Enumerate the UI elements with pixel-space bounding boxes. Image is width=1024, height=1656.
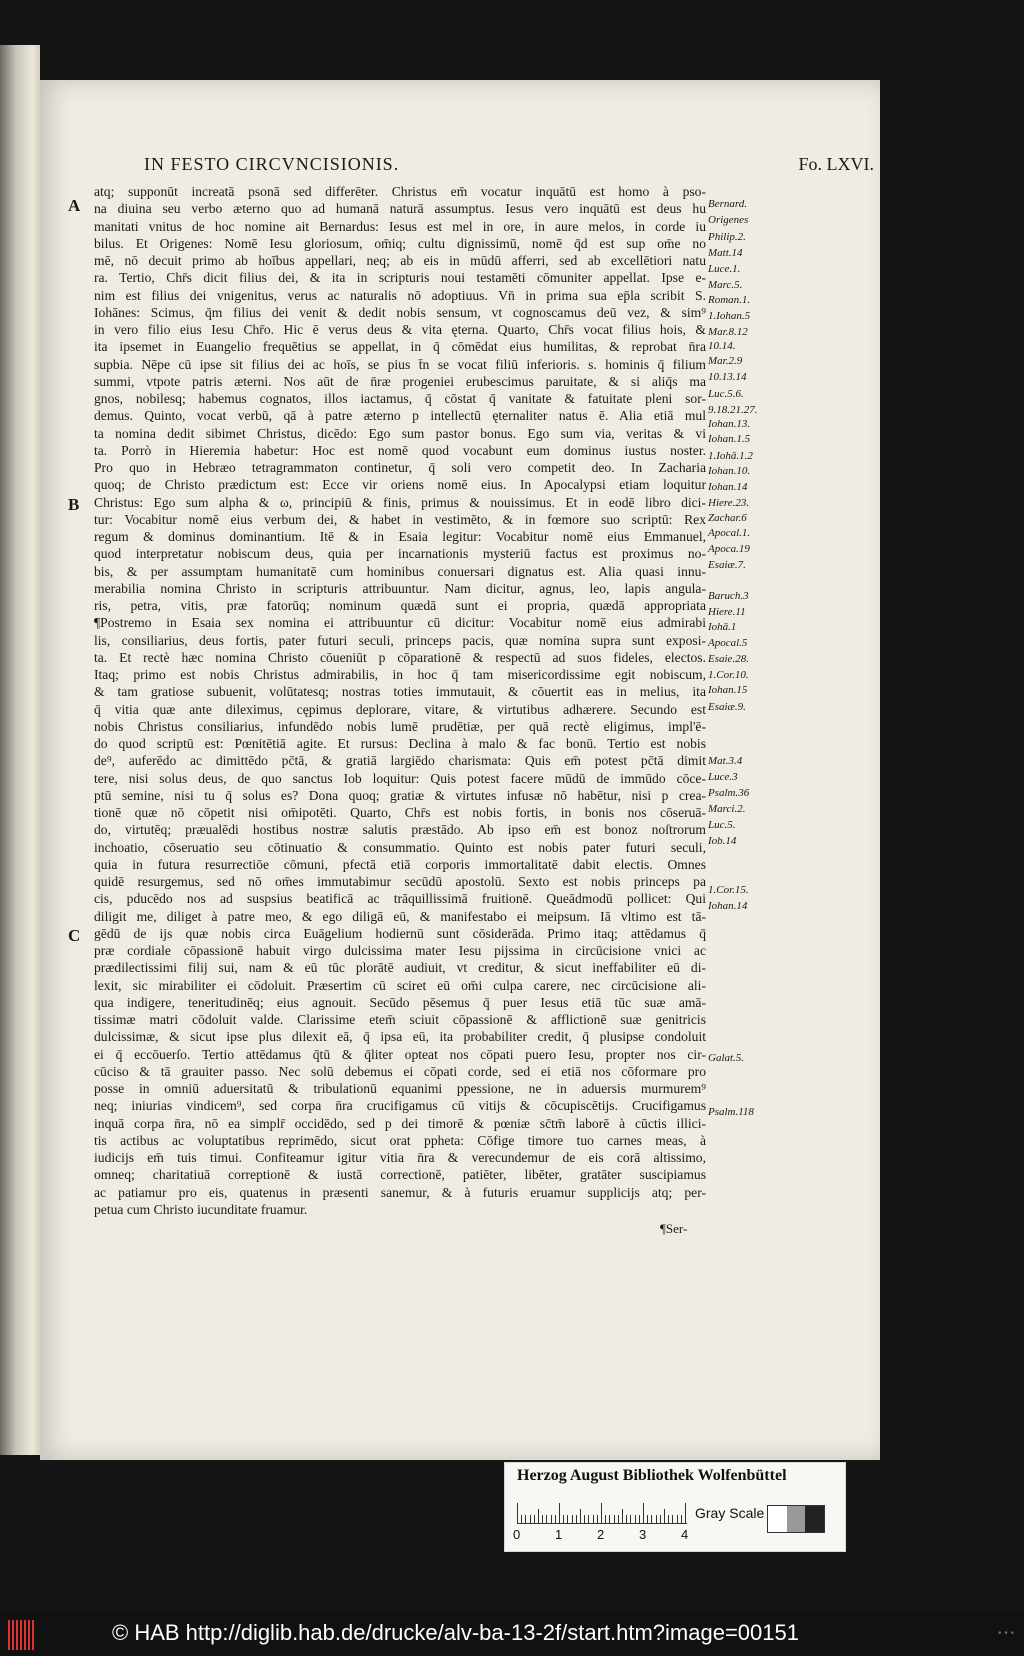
marginal-note: Psalm.118: [708, 1106, 754, 1118]
text-line: prædilectissimi filij sui, nam & eū tūc plorātē audiuit, vt creditur, & sicut ineffabiliter eū di-: [94, 960, 706, 976]
ruler-tick: [630, 1515, 631, 1523]
text-line: q̄ vitia quæ ante dileximus, cępimus deplorare, vitare, & virtutibus adhærere. Secundo est: [94, 701, 706, 717]
marginal-note: 9.18.21.27.: [708, 404, 758, 416]
text-line: tur: Vocabitur nomē eius verbum dei, & habet in vestimēto, & in fœmore suo scriptū: Rex: [94, 511, 706, 527]
text-line: merabilia nomina Christo in scripturis attribuuntur. Nam dicitur, agnus, leo, lapis angula-: [94, 580, 706, 596]
text-line: quidē resurgemus, sed nō om̄es immutabimur secūdū apostolū. Sexto est nobis princeps pa: [94, 874, 706, 889]
marginal-note: Iohan.1.5: [708, 433, 751, 445]
body-text: [94, 183, 706, 1218]
ruler-tick: [572, 1515, 573, 1523]
marginal-note: Mar.8.12: [708, 326, 748, 338]
scale-card: [504, 1462, 846, 1552]
gray-scale-swatch: [767, 1505, 825, 1533]
ruler-tick: [530, 1515, 531, 1523]
ruler-tick: [609, 1515, 610, 1523]
ruler: [517, 1503, 687, 1524]
marginal-note: Hiere.11: [708, 606, 746, 618]
ruler-tick: [626, 1515, 627, 1523]
ruler-tick: [656, 1515, 657, 1523]
marginal-note: Mat.3.4: [708, 755, 743, 767]
text-line: bilus. Et Origenes: Nomē Iesu gloriosum, om̄iq; cultu dignissimū, nomē q̄d est sup om̄e no: [94, 235, 706, 251]
text-line: ¶Postremo in Esaia sex nomina ei attribuuntur cū dicitur: Vocabitur nomē eius admirabi: [94, 615, 706, 631]
text-line: bis, & per assumptam humanitatē cum hominibus conuersari dignatus est. Alia quasi innu-: [94, 563, 706, 579]
text-line: de⁹, auferēdo ac dimittēdo pc̄tā, & gratiā largiēdo charismata: Quis em̄ potest pc̄tā dimit: [94, 753, 706, 769]
ruler-tick: [576, 1515, 577, 1523]
text-line: supbia. Nēpe cū ipse sit filius dei ac hoīs, se pius t̄n se vocat filiū inferioris. s. hominis q̄ filium: [94, 356, 706, 372]
ruler-tick: [559, 1503, 560, 1523]
marginal-note: Iohan.10.: [708, 465, 751, 477]
text-line: dulcissimæ, & sicut ipse plus dilexit eā, q̄ ipsa eū, ita probabiliter credit, q̄ plusipse condoluit: [94, 1029, 706, 1045]
ruler-tick: [681, 1515, 682, 1523]
text-line: lis, consiliarius, deus fortis, pater futuri seculi, princeps pacis, quæ nomina supra sunt exposi-: [94, 632, 706, 648]
text-line: tere, nisi solus deus, de quo sanctus Iob loquitur: Quis potest facere mūdū de immūdo cōce-: [94, 770, 706, 786]
marginal-note: Iohā.1: [708, 621, 737, 633]
text-line: na diuina seu verbo æterno quo ad humanā naturā assumptus. Iesus vero inquātū est deus hu: [94, 201, 706, 217]
text-line: do, virtutēq; præualēdi hostibus nostræ salutis præstādo. Ab ipso em̄ est bonoz noſtrorum: [94, 822, 706, 838]
text-line: nobis Christus consiliarius, infundēdo nobis lumē prudētiæ, per quā rectè eligimus, impl'ē-: [94, 718, 706, 734]
marginal-note: Roman.1.: [708, 294, 751, 306]
ruler-tick: [618, 1515, 619, 1523]
marginal-note: Iohan.15: [708, 684, 748, 696]
text-line: do quod scriptū est: Pœnitētiā agite. Et rursus: Declina à malo & fac bonū. Tertio est nobis: [94, 736, 706, 751]
scale-number-0: 0: [513, 1527, 521, 1542]
ruler-tick: [651, 1515, 652, 1523]
ruler-tick: [614, 1515, 615, 1523]
text-line: petua cum Christo iucunditate fruamur.: [94, 1201, 308, 1217]
text-line: summi, vtpote patris æterni. Nos aūt de n̄ræ progeniei erubescimus paruitate, & si aliq̄s ma: [94, 373, 706, 389]
marginal-note: 1.Cor.15.: [708, 884, 749, 896]
ruler-tick: [546, 1515, 547, 1523]
text-line: atq; supponūt increatā psonā sed differēter. Christus em̄ vocatur inquātū est homo à pso-: [94, 184, 706, 199]
marginal-note: Luc.5.6.: [708, 388, 744, 400]
text-line: diligit me, diliget à patre meo, & ego diligā eū, & manifestabo ei meipsum. Iā vltimo est tā-: [94, 908, 706, 924]
ruler-tick: [567, 1515, 568, 1523]
marginal-note: Apocal.5: [708, 637, 748, 649]
text-line: inquā corpa n̄ra, nō ea simplr̄ occidēdo, sed p dei timorē & pœniæ sc̄tm̄ laborē à cūctis illici-: [94, 1115, 706, 1131]
scale-number-1: 1: [555, 1527, 563, 1542]
marginal-note: Apoca.19: [708, 543, 750, 555]
text-line: gēdū de ijs quæ nobis circa Euāgelium hodiernū sunt cōsiderāda. Primo itaq; attēdamus q̄: [94, 925, 706, 941]
ruler-tick: [580, 1509, 581, 1523]
folio-number: Fo. LXVI.: [798, 154, 874, 174]
ruler-tick: [677, 1515, 678, 1523]
ruler-tick: [601, 1503, 602, 1523]
text-line: tissimæ matri cōdoluit valde. Clarissime etem̄ sciuit cōpassionē & afflictionē suæ genitricis: [94, 1012, 706, 1027]
running-title: IN FESTO CIRCVNCISIONIS.: [144, 154, 400, 174]
hab-logo: [8, 1620, 40, 1650]
text-line: præ cordiale cōpassionē habuit virgo dulcissima mater Iesu pijssima in circūcisione vnici ac: [94, 943, 706, 958]
text-line: demus. Quinto, vocat verbū, qā à patre æterno p intellectū ęternaliter natus ē. Alia etiā mul: [94, 408, 706, 424]
marginal-note: Iob.14: [708, 835, 737, 847]
ruler-tick: [551, 1515, 552, 1523]
ruler-tick: [668, 1515, 669, 1523]
text-line: manitati vnitus de hoc nomine ait Bernardus: Iesus est mel in ore, in aure melos, in corde iu: [94, 218, 706, 234]
ruler-tick: [538, 1509, 539, 1523]
ruler-tick: [542, 1515, 543, 1523]
text-line: Iohānes: Scimus, q̄m filius dei venit & dedit nobis sensum, vt cognoscamus deū vez, & sim⁹: [94, 304, 706, 320]
page-header: [144, 154, 934, 178]
ruler-tick: [664, 1509, 665, 1523]
marginal-note: 1.Iohan.5: [708, 310, 751, 322]
marginal-note: Origenes: [708, 214, 749, 226]
footer-url[interactable]: © HAB http://diglib.hab.de/drucke/alv-ba-13-2f/start.htm?image=00151: [112, 1620, 799, 1645]
text-line: iudicijs em̄ tuis timui. Confiteamur igitur vitia n̄ra & verecundemur de eis corā altissimo,: [94, 1150, 706, 1165]
marginal-note: Baruch.3: [708, 590, 749, 602]
marginal-note: Matt.14: [708, 247, 743, 259]
ruler-tick: [525, 1515, 526, 1523]
text-line: cis, pducēdo nos ad suspsius beatificā ac trāquillissimā fruitionē. Queādmodū pollicet: Qui: [94, 891, 706, 907]
text-line: posse in omniū aduersitatū & tribulationū equanimi ppessione, ne in aduersis murmurem⁹: [94, 1081, 706, 1096]
text-line: ptū semine, nisi tu q̄ solus es? Dona quoq; gratiæ & virtutes infusæ nō habētur, nisi p crea-: [94, 787, 706, 803]
ruler-tick: [588, 1515, 589, 1523]
footer-dots: • • •: [997, 1628, 1014, 1639]
marginal-note: Mar.2.9: [708, 355, 743, 367]
scale-number-4: 4: [681, 1527, 689, 1542]
text-line: cūciso & tā grauiter passo. Nec solū debemus ei cōpati corde, sed ei etiā nos cōformare pro: [94, 1063, 706, 1079]
scale-number-3: 3: [639, 1527, 647, 1542]
marginal-note: Bernard.: [708, 198, 748, 210]
text-line: ta. Et rectè hæc nomina Christo cōueniūt p cōparationē & respectū ad suos fideles, electos.: [94, 649, 706, 665]
marginal-note: Luce.1.: [708, 263, 741, 275]
ruler-tick: [584, 1515, 585, 1523]
ruler-tick: [597, 1515, 598, 1523]
marginal-note: Luce.3: [708, 771, 738, 783]
text-line: ta nomina dedit sibimet Christus, dicēdo: Ego sum pastor bonus. Ego sum via, veritas & vi: [94, 425, 706, 441]
text-line: nim est filius dei vnigenitus, verus ac naturalis nō adoptiuus. Vn̄ in prima sua ep̄la scribit S.: [94, 287, 706, 303]
gray-scale-label: Gray Scale: [695, 1505, 765, 1521]
marginal-note: Psalm.36: [708, 787, 750, 799]
marginal-note: Iohan.13.: [708, 418, 751, 430]
marginal-note: Hiere.23.: [708, 497, 750, 509]
text-line: tionē quæ nō cōpetit nisi om̄ipotēti. Quarto, Chr̄s est nobis fortis, in bonis nos cōseruā-: [94, 805, 706, 820]
library-name: Herzog August Bibliothek Wolfenbüttel: [517, 1467, 787, 1484]
section-letter-c: C: [68, 926, 81, 945]
text-line: Pro quo in Hebræo tetragrammaton continetur, q̄ soli vero competit deo. In Zacharia: [94, 460, 706, 475]
section-letter-a: A: [68, 196, 81, 215]
ruler-tick: [593, 1515, 594, 1523]
text-line: ta. Porrò in Hieremia habetur: Hoc est nomē quod vocabunt eum dominus iustus noster.: [94, 442, 706, 458]
ruler-tick: [605, 1515, 606, 1523]
text-line: inchoatio, cōseruatio seu cōtinuatio & consummatio. Quinto est nobis pater futuri seculi,: [94, 839, 706, 855]
marginal-note: Zachar.6: [708, 512, 747, 524]
ruler-tick: [672, 1515, 673, 1523]
footer-bar: [0, 1612, 1024, 1656]
marginal-note: Iohan.14: [708, 900, 748, 912]
text-line: in vero filio eius Iesu Chr̄o. Hic ē verus deus & vita ęterna. Quarto, Chr̄s vocat filius hois, &: [94, 322, 706, 337]
ruler-tick: [660, 1515, 661, 1523]
ruler-tick: [534, 1515, 535, 1523]
text-line: tis actibus ac voluptatibus reprimēdo, sicut orat ppheta: Cōfige timore tuo carnes meas, à: [94, 1132, 706, 1148]
text-line: ra. Tertio, Chr̄s dicit filius dei, & ita in scripturis noui testamēti cōmuniter appellat. Ipse e-: [94, 270, 706, 286]
text-line: gnos, nobilesq; habemus cognatos, illos iactamus, q̄ cōstat q̄ vanitate & fatuitate pleni sor-: [94, 391, 706, 406]
ruler-tick: [517, 1503, 518, 1523]
ruler-tick: [521, 1515, 522, 1523]
ruler-tick: [622, 1509, 623, 1523]
marginal-note: Esaiæ.7.: [708, 559, 746, 571]
section-letter-b: B: [68, 495, 80, 514]
text-line: mē, nō decuit primo ab hoībus appellari, neq; ab eis in mūdū afferri, sed ab excellētiori natu: [94, 253, 706, 268]
ruler-tick: [685, 1503, 686, 1523]
marginal-note: Galat.5.: [708, 1052, 745, 1064]
marginal-note: Marci.2.: [708, 803, 746, 815]
text-line: qua indigere, teneritudinēq; eius agnouit. Secūdo pēsemus q̄ puer Iesus etiā tūc suæ amā-: [94, 994, 706, 1010]
text-line: lexit, sic mirabiliter ei cōdoluit. Præsertim cū sciret eū om̄i culpa carere, nec circūcisione ali-: [94, 977, 706, 993]
text-line: Itaq; primo est nobis Christus admirabilis, in hoc q̄ tam misericordissime egit nobiscum,: [94, 667, 706, 682]
marginal-note: 1.Cor.10.: [708, 669, 749, 681]
text-line: quoq; de Christo prædictum est: Ecce vir oriens nomē eius. In Apocalypsi etiam loquitur: [94, 477, 706, 493]
text-line: neq; iniurias vindicem⁹, sed corpa n̄ra crucifigamus cū vitijs & cōcupiscētijs. Crucifigamus: [94, 1098, 706, 1114]
ruler-tick: [635, 1515, 636, 1523]
marginal-note: Philip.2.: [708, 231, 746, 243]
ruler-tick: [647, 1515, 648, 1523]
text-line: regum & dominus dominantium. Itē & in Esaia legitur: Vocabitur nomē eius Emmanuel,: [94, 529, 706, 544]
marginal-note: Esaiæ.9.: [708, 701, 746, 713]
text-line: quia in futura resurrectiōe cōmuni, pfectā etiā corporis immortalitatē dabit electis. Omnes: [94, 856, 706, 872]
text-line: & tam gratiose subuenit, volūtatesq; nostras toties immutauit, & cōuertit eas in melius, ita: [94, 684, 706, 700]
text-line: Christus: Ego sum alpha & ω, principiū & finis, primus & nouissimus. Et in eodē libro dici-: [94, 494, 706, 510]
ruler-tick: [563, 1515, 564, 1523]
text-line: omneq; charitatiuā correptionē & iustā correctionē, patiēter, libēter, gratāter suscipiamus: [94, 1167, 706, 1183]
scale-number-2: 2: [597, 1527, 605, 1542]
ruler-tick: [643, 1503, 644, 1523]
adjacent-book-edge: [0, 45, 40, 1455]
text-line: ita ipsemet in Euangelio frequētius se appellat, in q̄ cōmēdat eius humilitas, & reprobat n̄ra: [94, 339, 706, 355]
marginal-note: Apocal.1.: [708, 527, 751, 539]
ruler-tick: [639, 1515, 640, 1523]
text-line: ac patiamur pro eis, quatenus in præsenti sanemur, & à futuris eruamur supplicijs atq; per-: [94, 1184, 706, 1200]
ruler-tick: [555, 1515, 556, 1523]
text-line: quod interpretatur nobiscum deus, quia per incarnationis mysteriū factus est proximus no-: [94, 546, 706, 562]
marginal-note: Luc.5.: [708, 819, 736, 831]
catchword: ¶Ser-: [660, 1221, 688, 1236]
marginal-note: Marc.5.: [708, 279, 743, 291]
marginal-note: Esaie.28.: [708, 653, 749, 665]
text-line: ei q̄ eccōuerſo. Tertio attēdamus q̄tū & q̄liter opteat nos cōpati puero Iesu, propter nos cir-: [94, 1046, 706, 1062]
marginal-note: Iohan.14: [708, 481, 748, 493]
text-line: ris, petra, vitis, præ fatorūq; nominum quædā sunt ei propria, quædā appropriata: [94, 598, 706, 613]
marginal-note: 1.Iohā.1.2: [708, 450, 753, 462]
marginal-note: 10.14.: [708, 340, 736, 352]
marginal-note: 10.13.14: [708, 371, 747, 383]
